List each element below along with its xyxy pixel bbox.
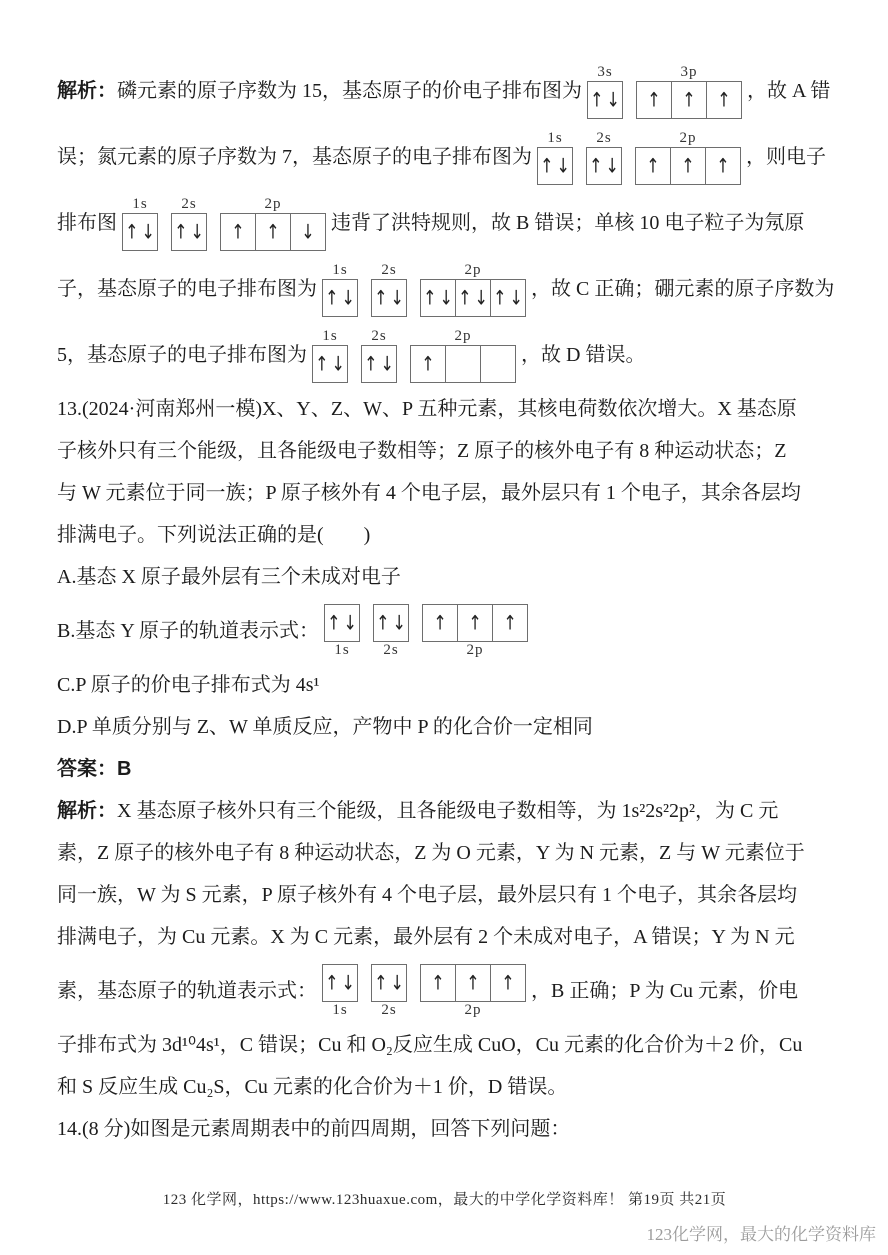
orbital-group [322,964,358,1019]
spin-up-arrow: ↑ [589,153,603,177]
text-run: 和 S 反应生成 Cu₂S，Cu 元素的化合价为＋1 价，D 错误。 [57,1076,568,1098]
spin-down-arrow: ↓ [556,153,570,177]
text-line [57,556,832,598]
text-run: C.P 原子的价电子排布式为 4s¹ [57,674,320,696]
orbital-box [457,604,493,642]
text-run: 素，基态原子的轨道表示式： [57,980,317,1002]
orbital-boxes [636,81,742,119]
orbital-boxes [420,279,526,317]
spin-up-arrow: ↑ [646,153,660,177]
spin-up-arrow: ↑ [716,153,730,177]
text-line [57,1066,832,1108]
text-run: 子排布式为 3d¹⁰4s¹，C 错误；Cu 和 O₂反应生成 CuO，Cu 元素的化合价为＋2 价，Cu [57,1034,803,1056]
spin-up-arrow: ↑ [540,153,554,177]
text-run: ，故 A 错 [747,80,831,102]
text-line [57,748,832,790]
spin-down-arrow: ↓ [439,285,453,309]
orbital-boxes [324,604,360,642]
orbital-label: 1s [332,1001,348,1018]
orbital-box [361,345,397,383]
orbital-group [420,964,526,1019]
text-run: ，B 正确；P 为 Cu 元素，价电 [531,980,799,1002]
spin-up-arrow: ↑ [325,285,339,309]
orbital-box [706,81,742,119]
spin-down-arrow: ↓ [141,219,155,243]
orbital-group [371,964,407,1019]
orbital-boxes [322,279,358,317]
orbital-label: 1s [547,129,563,146]
orbital-box [537,147,573,185]
text-run: 子核外只有三个能级，且各能级电子数相等；Z 原子的核外电子有 8 种运动状态；Z [57,440,787,462]
orbital-label: 3p [680,63,698,80]
orbital-box [420,964,456,1002]
spin-up-arrow: ↑ [431,970,445,994]
spin-down-arrow: ↓ [390,285,404,309]
orbital-box [490,279,526,317]
orbital-group [587,64,623,119]
text-run: 排布图 [57,212,117,234]
orbital-box [220,213,256,251]
orbital-box [290,213,326,251]
spin-up-arrow: ↑ [374,285,388,309]
text-run: ，故 C 正确；硼元素的原子序数为 [531,278,835,300]
orbital-diagram [122,196,326,251]
orbital-boxes [537,147,573,185]
orbital-box [455,964,491,1002]
spin-down-arrow: ↓ [390,970,404,994]
orbital-label: 1s [334,641,350,658]
orbital-label: 2p [454,327,472,344]
spin-up-arrow: ↑ [125,219,139,243]
orbital-label: 2p [679,129,697,146]
spin-up-arrow: ↑ [423,285,437,309]
orbital-group [635,130,741,185]
text-line [57,664,832,706]
orbital-box [586,147,622,185]
text-line [57,124,832,190]
orbital-boxes [420,964,526,1002]
orbital-label: 1s [132,195,148,212]
spin-down-arrow: ↓ [606,87,620,111]
text-line [57,706,832,748]
orbital-box [410,345,446,383]
text-run: 误；氮元素的原子序数为 7，基态原子的电子排布图为 [57,146,532,168]
orbital-label: 3s [597,63,613,80]
orbital-group [373,604,409,659]
orbital-label: 1s [322,327,338,344]
spin-down-arrow: ↓ [474,285,488,309]
emphasis-text: 解析： [57,80,117,102]
spin-down-arrow: ↓ [509,285,523,309]
spin-up-arrow: ↑ [315,351,329,375]
spin-up-arrow: ↑ [421,351,435,375]
orbital-boxes [220,213,326,251]
orbital-boxes [371,279,407,317]
orbital-group [537,130,573,185]
text-run: 素，Z 原子的核外电子有 8 种运动状态，Z 为 O 元素，Y 为 N 元素，Z 与 W 元素位于 [57,842,805,864]
orbital-label: 1s [332,261,348,278]
orbital-box [122,213,158,251]
spin-up-arrow: ↑ [266,219,280,243]
orbital-group [371,262,407,317]
spin-up-arrow: ↑ [231,219,245,243]
orbital-group [324,604,360,659]
orbital-boxes [422,604,528,642]
spin-up-arrow: ↑ [503,610,517,634]
watermark-text: 123化学网，最大的化学资料库 [646,1225,876,1244]
spin-up-arrow: ↑ [647,87,661,111]
text-run: 与 W 元素位于同一族；P 原子核外有 4 个电子层，最外层只有 1 个电子，其余各层均 [57,482,801,504]
text-line [57,190,832,256]
spin-down-arrow: ↓ [343,610,357,634]
text-run: ，故 D 错误。 [521,344,646,366]
text-run: 违背了洪特规则，故 B 错误；单核 10 电子粒子为氖原 [331,212,805,234]
orbital-box [480,345,516,383]
text-line [57,430,832,472]
orbital-boxes [410,345,516,383]
text-run: 14.(8 分)如图是元素周期表中的前四周期，回答下列问题： [57,1118,571,1140]
orbital-group [422,604,528,659]
orbital-box [635,147,671,185]
text-run: 排满电子，为 Cu 元素。X 为 C 元素，最外层有 2 个未成对电子，A 错误；Y 为 N 元 [57,926,795,948]
orbital-box [636,81,672,119]
spin-up-arrow: ↑ [374,970,388,994]
text-line [57,1024,832,1066]
spin-up-arrow: ↑ [493,285,507,309]
orbital-box [670,147,706,185]
orbital-diagram [322,964,526,1019]
orbital-diagram [322,262,526,317]
orbital-box [455,279,491,317]
orbital-label: 2s [371,327,387,344]
text-line [57,388,832,430]
orbital-boxes [171,213,207,251]
orbital-group [171,196,207,251]
text-line [57,58,832,124]
spin-down-arrow: ↓ [341,285,355,309]
spin-down-arrow: ↓ [190,219,204,243]
orbital-label: 2s [596,129,612,146]
orbital-box [445,345,481,383]
text-run: 13.(2024·河南郑州一模)X、Y、Z、W、P 五种元素，其核电荷数依次增大。X 基态原 [57,398,797,420]
spin-up-arrow: ↑ [325,970,339,994]
spin-up-arrow: ↑ [466,970,480,994]
orbital-group [361,328,397,383]
orbital-box [322,279,358,317]
text-run: 子，基态原子的电子排布图为 [57,278,317,300]
text-run: 排满电子。下列说法正确的是( ) [57,524,371,546]
spin-up-arrow: ↑ [327,610,341,634]
orbital-box [705,147,741,185]
orbital-boxes [122,213,158,251]
orbital-boxes [635,147,741,185]
orbital-diagram [312,328,516,383]
orbital-label: 2s [181,195,197,212]
spin-up-arrow: ↑ [433,610,447,634]
text-run: 磷元素的原子序数为 15，基态原子的价电子排布图为 [117,80,582,102]
orbital-label: 2s [381,1001,397,1018]
emphasis-text: 答案：B [57,758,132,780]
spin-down-arrow: ↓ [380,351,394,375]
orbital-diagram [587,64,742,119]
text-line [57,1108,832,1150]
spin-up-arrow: ↑ [458,285,472,309]
text-line [57,256,835,322]
spin-up-arrow: ↑ [682,87,696,111]
spin-down-arrow: ↓ [331,351,345,375]
orbital-boxes [361,345,397,383]
orbital-diagram [537,130,741,185]
orbital-box [587,81,623,119]
orbital-box [324,604,360,642]
orbital-label: 2s [383,641,399,658]
text-line [57,322,832,388]
spin-down-arrow: ↓ [605,153,619,177]
spin-down-arrow: ↓ [301,219,315,243]
spin-up-arrow: ↑ [174,219,188,243]
spin-up-arrow: ↑ [681,153,695,177]
orbital-box [373,604,409,642]
text-line [57,916,832,958]
orbital-boxes [586,147,622,185]
text-run: D.P 单质分别与 Z、W 单质反应，产物中 P 的化合价一定相同 [57,716,593,738]
text-line [57,472,832,514]
text-line [57,514,832,556]
orbital-boxes [373,604,409,642]
text-run: ，则电子 [746,146,826,168]
orbital-group [410,328,516,383]
orbital-box [420,279,456,317]
orbital-group [122,196,158,251]
page-footer: 123 化学网，https://www.123huaxue.com，最大的中学化学资料库！ 第19页 共21页 [162,1192,727,1208]
spin-up-arrow: ↑ [468,610,482,634]
spin-down-arrow: ↓ [341,970,355,994]
orbital-box [490,964,526,1002]
text-line [57,598,832,664]
text-run: B.基态 Y 原子的轨道表示式： [57,620,320,642]
orbital-box [171,213,207,251]
text-line [57,832,832,874]
document-body [57,58,835,1150]
orbital-box [492,604,528,642]
text-run: A.基态 X 原子最外层有三个未成对电子 [57,566,401,588]
orbital-group [220,196,326,251]
orbital-label: 2p [466,641,484,658]
orbital-box [422,604,458,642]
orbital-group [312,328,348,383]
orbital-label: 2p [264,195,282,212]
text-run: 5，基态原子的电子排布图为 [57,344,307,366]
orbital-boxes [312,345,348,383]
orbital-boxes [587,81,623,119]
spin-up-arrow: ↑ [376,610,390,634]
spin-up-arrow: ↑ [717,87,731,111]
orbital-boxes [371,964,407,1002]
text-line [57,790,832,832]
orbital-label: 2s [381,261,397,278]
orbital-group [420,262,526,317]
text-line [57,958,832,1024]
orbital-group [636,64,742,119]
orbital-group [586,130,622,185]
orbital-diagram [324,604,528,659]
orbital-box [371,279,407,317]
orbital-box [671,81,707,119]
text-run: 同一族，W 为 S 元素，P 原子核外有 4 个电子层，最外层只有 1 个电子，其余各层均 [57,884,798,906]
spin-up-arrow: ↑ [590,87,604,111]
orbital-label: 2p [464,1001,482,1018]
orbital-box [322,964,358,1002]
orbital-box [255,213,291,251]
orbital-boxes [322,964,358,1002]
orbital-box [312,345,348,383]
orbital-box [371,964,407,1002]
text-run: X 基态原子核外只有三个能级，且各能级电子数相等，为 1s²2s²2p²，为 C 元 [117,800,779,822]
text-line [57,874,832,916]
orbital-label: 2p [464,261,482,278]
spin-down-arrow: ↓ [392,610,406,634]
emphasis-text: 解析： [57,800,117,822]
spin-up-arrow: ↑ [501,970,515,994]
spin-up-arrow: ↑ [364,351,378,375]
orbital-group [322,262,358,317]
